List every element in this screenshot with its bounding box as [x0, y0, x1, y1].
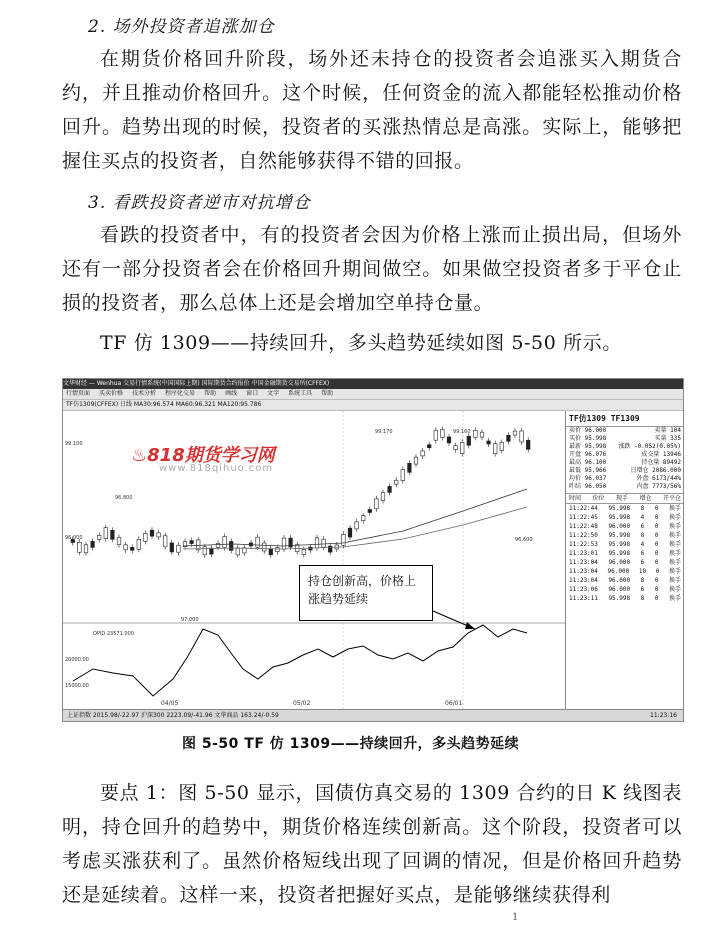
tick-header-cell: 价位: [592, 495, 605, 502]
keypoint-1: 要点 1：图 5-50 显示，国债仿真交易的 1309 合约的日 K 线图表明，持仓回升的趋势中，期货价格连续创新高。这个阶段，投资者可以考虑买涨获利了。虽然价格短线出现了回调的情况，但是价格回升趋势还是延续着。这样一来，投资者把握好买点，是能够继续获得利: [62, 782, 682, 906]
candle-body: [401, 470, 405, 481]
quote-panel: [565, 411, 684, 709]
annotation-box: 持仓创新高，价格上涨趋势延续: [299, 565, 433, 621]
candle-body: [236, 548, 240, 555]
menu-item-6[interactable]: 窗口: [246, 390, 259, 397]
tick-row: 11:22:48 96.000 6 0 换手: [569, 523, 681, 530]
tick-row: 11:23:06 96.000 6 0 换手: [569, 586, 681, 593]
menu-item-1[interactable]: 买卖价格: [99, 390, 124, 397]
quote-row: 最低 95.966 日增仓 2086.000: [569, 467, 681, 474]
candle-body: [144, 533, 148, 541]
candle-body: [229, 541, 233, 550]
quote-row: 均价 96.037 外盘 6173/44%: [569, 475, 681, 482]
quote-row: 昨结 96.050 内盘 7773/56%: [569, 483, 681, 490]
candle-body: [513, 431, 517, 435]
menu-item-9[interactable]: 帮助: [321, 390, 334, 397]
candle-body: [480, 432, 484, 437]
candle-body: [97, 535, 101, 539]
candle-body: [117, 538, 121, 545]
page-number: 1: [512, 912, 519, 923]
ma-line-short: [183, 489, 527, 546]
price-label-1: 96.800: [115, 495, 133, 501]
menu-item-0[interactable]: 行情页面: [66, 390, 91, 397]
candle-body: [474, 430, 478, 437]
candle-body: [348, 528, 352, 537]
tick-row: 11:22:44 95.998 8 0 换手: [569, 505, 681, 512]
candle-body: [78, 542, 82, 552]
quote-row: 开盘 96.076 成交量 13946: [569, 451, 681, 458]
candle-body: [434, 430, 438, 440]
watermark-text: 818期货学习网: [147, 445, 275, 466]
watermark-url: www.818qihuo.com: [159, 463, 274, 474]
tick-header-cell: 时间: [569, 495, 582, 502]
candle-body: [441, 429, 445, 437]
candle-body: [500, 442, 504, 450]
candle-body: [408, 463, 412, 472]
candle-body: [216, 543, 220, 547]
menu-item-3[interactable]: 程序化交易: [165, 390, 196, 397]
candle-body: [493, 444, 497, 454]
price-label-4: 99.170: [375, 429, 393, 435]
section-2-body: 在期货价格回升阶段，场外还未持仓的投资者会追涨买入期货合约，并且推动价格回升。这个时候，任何资金的流入都能轻松推动价格回升。趋势出现的时候，投资者的买涨热情总是高涨。实际上，能够把握住买点的投资者，自然能够获得不错的回报。: [62, 48, 682, 172]
oi-axis-2: 15000.00: [65, 683, 89, 689]
candle-body: [91, 541, 95, 547]
price-label-6: 99.100: [65, 441, 83, 447]
candle-body: [342, 534, 346, 545]
tick-row: 11:22:50 95.998 8 0 换手: [569, 532, 681, 539]
candle-body: [375, 499, 379, 509]
candle-body: [282, 538, 286, 549]
candle-body: [150, 530, 154, 536]
section-3-heading: 3. 看跌投资者逆市对抗增仓: [88, 193, 311, 213]
figure-caption: 图 5-50 TF 仿 1309——持续回升，多头趋势延续: [182, 736, 520, 752]
date-label-3: 06/01: [445, 700, 463, 707]
window-titlebar: 文华财经 — Wenhua 交易行情系统(中国国际上期) 国际期货合约报价 中国金融期货交易所(CFFEX): [63, 379, 683, 389]
oi-label: OPID 23571.000: [93, 631, 134, 637]
candle-body: [507, 435, 511, 441]
date-label-1: 04/05: [161, 700, 179, 707]
quote-row: 买价 95.998 买量 335: [569, 435, 681, 442]
candle-body: [460, 443, 464, 454]
candle-body: [223, 537, 227, 548]
candle-body: [210, 548, 214, 554]
candle-body: [203, 547, 207, 555]
section-3-body: 看跌的投资者中，有的投资者会因为价格上涨而止损出局，但场外还有一部分投资者会在价格回升期间做空。如果做空投资者多于平仓止损的投资者，那么总体上还是会增加空单持仓量。: [62, 224, 682, 314]
figure-screenshot: [62, 378, 684, 722]
candle-body: [487, 441, 491, 444]
candle-body: [355, 522, 359, 529]
tick-header-cell: 现手: [615, 495, 628, 502]
menu-item-2[interactable]: 技术分析: [132, 390, 157, 397]
price-label-7: 96.600: [515, 537, 533, 543]
chart-header-text: TF仿1309(CFFEX) 日线 MA30:96.574 MA60:96.321 MA120:95.786: [66, 401, 262, 408]
flame-icon: ♨: [131, 445, 148, 466]
tick-row: 11:23:11 95.998 8 0 换手: [569, 595, 681, 602]
clock: 11:23:16: [650, 712, 677, 719]
menu-item-7[interactable]: 文字: [267, 390, 280, 397]
tick-row: 11:23:04 96.000 6 0 换手: [569, 559, 681, 566]
status-bar: [63, 709, 683, 722]
quote-rows: [566, 427, 684, 491]
price-label-3: 97.000: [181, 617, 199, 623]
candle-body: [256, 537, 260, 547]
candle-body: [243, 548, 247, 553]
tick-header: [566, 493, 684, 504]
menu-bar: [63, 389, 683, 400]
candle-body: [368, 510, 372, 513]
quote-row: 卖价 96.000 卖量 104: [569, 427, 681, 434]
section-2-heading: 2. 场外投资者追涨加仓: [88, 17, 275, 37]
candle-body: [520, 431, 524, 442]
tick-header-cell: 开平仓: [662, 495, 681, 502]
candle-body: [170, 543, 174, 552]
candle-body: [322, 539, 326, 547]
candle-body: [163, 536, 167, 547]
candle-body: [388, 486, 392, 492]
candle-body: [269, 549, 273, 555]
market-index-text: 上证指数 2015.98/-22.97 沪深300 2223.09/-41.96 文华商品 163.24/-0.59: [67, 712, 279, 719]
candle-body: [302, 549, 306, 554]
candle-body: [394, 480, 398, 484]
tick-row: 11:22:45 95.998 4 0 换手: [569, 514, 681, 521]
candle-body: [381, 493, 385, 501]
open-interest-line: [73, 625, 527, 696]
candle-body: [276, 548, 280, 552]
candle-body: [447, 437, 451, 443]
price-label-5: 99.160: [453, 429, 471, 435]
candle-body: [454, 446, 458, 450]
quote-row: 最高 96.100 持仓量 89492: [569, 459, 681, 466]
tick-row: 11:23:04 96.000 8 0 换手: [569, 577, 681, 584]
candle-body: [315, 538, 319, 548]
tick-row: 11:23:01 95.998 6 0 换手: [569, 550, 681, 557]
candle-body: [427, 445, 431, 448]
candle-body: [414, 457, 418, 464]
candle-body: [137, 539, 141, 549]
candle-body: [130, 547, 134, 550]
candle-body: [84, 545, 88, 553]
tick-row: 11:23:04 96.000 10 0 换手: [569, 568, 681, 575]
candle-body: [190, 541, 194, 544]
candle-body: [177, 545, 181, 552]
candle-body: [104, 528, 108, 539]
candle-body: [526, 440, 530, 449]
tick-header-cell: 增仓: [639, 495, 652, 502]
candle-body: [262, 543, 266, 551]
menu-item-5[interactable]: 画线: [225, 390, 238, 397]
menu-item-8[interactable]: 系统工具: [288, 390, 313, 397]
oi-axis-1: 20000.00: [65, 657, 89, 663]
candle-body: [111, 530, 115, 539]
candle-body: [124, 545, 128, 550]
date-label-2: 05/02: [293, 700, 311, 707]
candle-body: [157, 533, 161, 537]
candle-body: [467, 436, 471, 445]
candle-body: [361, 516, 365, 521]
chart-header: [63, 400, 683, 411]
figure-intro: TF 仿 1309——持续回升，多头趋势延续如图 5-50 所示。: [100, 332, 622, 354]
price-label-2: 96.000: [65, 535, 83, 541]
candle-body: [421, 451, 425, 456]
tick-row: 11:22:53 95.998 4 0 换手: [569, 541, 681, 548]
tick-list: [566, 504, 684, 603]
menu-item-4[interactable]: 帮助: [204, 390, 217, 397]
candle-body: [309, 547, 313, 550]
quote-row: 最新 95.998 涨跌 -0.052(0.05%): [569, 443, 681, 450]
quote-title: TF仿1309 TF1309: [566, 411, 684, 427]
